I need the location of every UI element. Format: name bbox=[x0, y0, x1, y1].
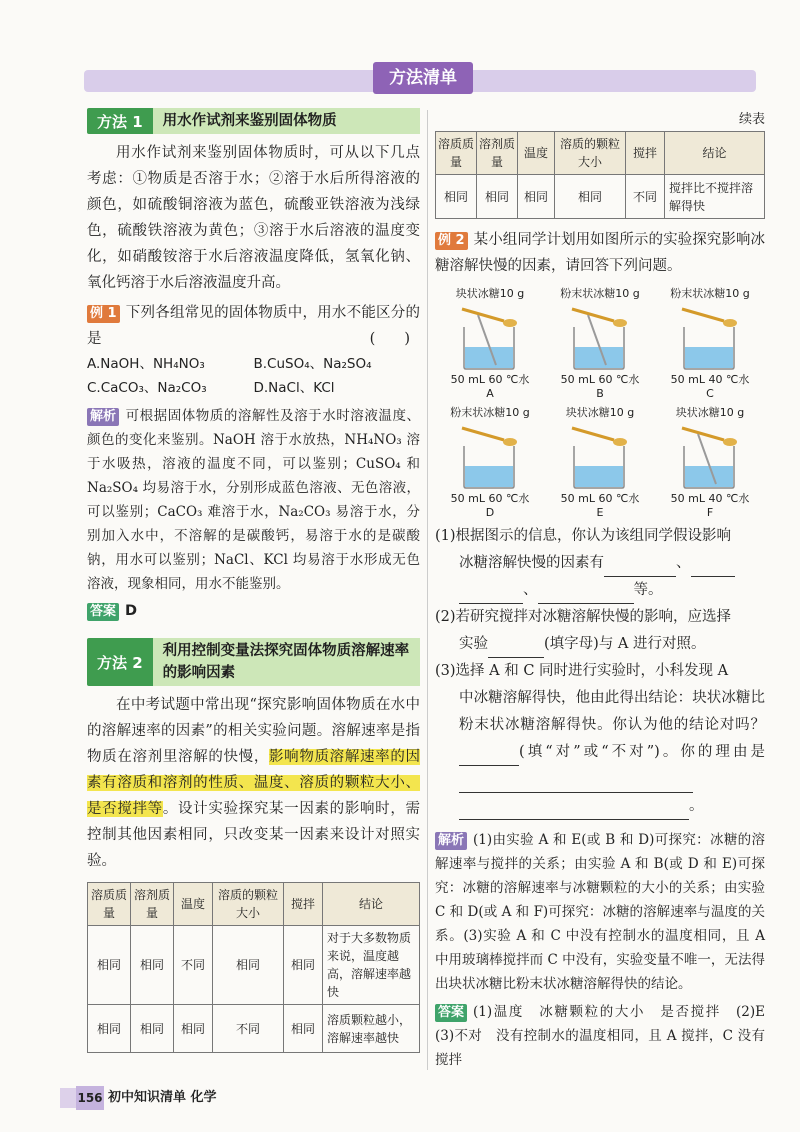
table-cell: 相同 bbox=[131, 1005, 174, 1053]
example-1-tag: 例 1 bbox=[87, 305, 120, 323]
method-1-body: 用水作试剂来鉴别固体物质时，可从以下几点考虑：①物质是否溶于水；②溶于水后所得溶液的颜色，如硫酸铜溶液为蓝色，硫酸亚铁溶液为浅绿色，硫酸铁溶液为黄色；③溶于水后溶液的温度变化，如硝酸铵溶于水后溶液温度降低，氢氧化钠、氧化钙溶于水后溶液温度升高。 bbox=[87, 145, 420, 291]
answer-2-text: (1)温度 冰糖颗粒的大小 是否搅拌 (2)E (3)不对 没有控制水的温度相同，且 A 搅拌，C 没有搅拌 bbox=[435, 1004, 779, 1068]
example-2-questions bbox=[435, 523, 765, 820]
beaker-cell bbox=[545, 404, 655, 519]
beaker-icon bbox=[552, 420, 648, 490]
analysis-1-tag: 解析 bbox=[87, 408, 119, 426]
table-header-row bbox=[88, 883, 420, 926]
th-temperature: 温度 bbox=[518, 132, 555, 175]
sugar-label: 粉末状冰糖10 g bbox=[560, 287, 640, 300]
table-cell: 搅拌比不搅拌溶解得快 bbox=[665, 175, 765, 219]
question-3 bbox=[435, 658, 765, 820]
sugar-label: 粉末状冰糖10 g bbox=[450, 406, 530, 419]
th-stirring: 搅拌 bbox=[284, 883, 323, 926]
water-label: 50 mL 60 ℃水 bbox=[560, 492, 640, 505]
method-2-body-end: 。设计实验探究某一因素的影响时，需控制其他因素相同，只改变某一因素来设计对照实验。 bbox=[87, 801, 421, 869]
th-temperature: 温度 bbox=[174, 883, 213, 926]
method-2-highlight: 影响物质溶解速率的因素有溶质和溶剂的性质、温度、溶质的颗粒大小、是否搅拌等 bbox=[87, 749, 420, 817]
q3-end: 。 bbox=[689, 798, 704, 814]
q3-blank-2[interactable] bbox=[459, 776, 693, 793]
column-divider bbox=[427, 110, 428, 1070]
beaker-cell bbox=[655, 404, 765, 519]
beaker-letter: A bbox=[486, 387, 494, 400]
q3-hint: (填“对”或“不对”)。你的理由是 bbox=[519, 744, 765, 760]
table-cell: 不同 bbox=[174, 926, 213, 1005]
beaker-letter: B bbox=[596, 387, 604, 400]
beaker-cell bbox=[435, 404, 545, 519]
table-cell: 相同 bbox=[213, 926, 284, 1005]
beaker-letter: F bbox=[706, 506, 714, 519]
sugar-label: 块状冰糖10 g bbox=[455, 287, 525, 300]
water-label: 50 mL 40 ℃水 bbox=[670, 492, 750, 505]
table-cell: 相同 bbox=[284, 1005, 323, 1053]
table-cell: 不同 bbox=[213, 1005, 284, 1053]
th-solute-mass: 溶质质量 bbox=[88, 883, 131, 926]
factors-table bbox=[87, 882, 420, 1053]
beaker-cell bbox=[435, 285, 545, 400]
option-a: A.NaOH、NH₄NO₃ bbox=[87, 356, 205, 372]
q1-sep-2: 、 bbox=[523, 582, 538, 598]
q1-blank-2[interactable] bbox=[691, 560, 735, 577]
method-2-title: 利用控制变量法探究固体物质溶解速率的影响因素 bbox=[153, 638, 420, 686]
method-2-heading bbox=[87, 638, 420, 686]
table-cell: 相同 bbox=[518, 175, 555, 219]
th-solvent-mass: 溶剂质量 bbox=[131, 883, 174, 926]
beaker-cell bbox=[545, 285, 655, 400]
page-number: 156 bbox=[76, 1086, 104, 1110]
factors-table-continued bbox=[435, 131, 765, 219]
method-2-body bbox=[87, 692, 420, 874]
th-stirring: 搅拌 bbox=[626, 132, 665, 175]
q3-text: 中冰糖溶解得快，他由此得出结论：块状冰糖比粉末状冰糖溶解得快。你认为他的结论对吗？ bbox=[459, 690, 765, 733]
example-2-intro-text: 某小组同学计划用如图所示的实验探究影响冰糖溶解快慢的因素，请回答下列问题。 bbox=[435, 232, 765, 274]
question-2 bbox=[435, 604, 765, 658]
answer-1-tag: 答案 bbox=[87, 603, 119, 621]
beaker-icon bbox=[442, 301, 538, 371]
th-solute-mass: 溶质质量 bbox=[436, 132, 477, 175]
analysis-2-text: (1)由实验 A 和 E(或 B 和 D)可探究：冰糖的溶解速率与搅拌的关系；由实验 A 和 B(或 D 和 E)可探究：冰糖的溶解速率与冰糖颗粒的大小的关系；由实验 C 和 D(或 A 和 F)可探究：冰糖的溶解速率与温度的关系。(3)实验 A 和 C 中没有控制水的温度相同，且 A 中用玻璃棒搅拌而 C 中没有，实验变量不唯一，无法得出块状冰糖比粉末状冰糖溶解得快的结论。 bbox=[435, 832, 765, 992]
water-label: 50 mL 60 ℃水 bbox=[450, 373, 530, 386]
water-label: 50 mL 60 ℃水 bbox=[560, 373, 640, 386]
example-1 bbox=[87, 300, 420, 624]
q2-blank[interactable] bbox=[488, 641, 544, 658]
table-continued-label: 续表 bbox=[738, 112, 765, 127]
example-2-intro bbox=[435, 227, 765, 279]
method-1-title: 用水作试剂来鉴别固体物质 bbox=[153, 108, 420, 134]
table-row bbox=[436, 175, 765, 219]
method-1-heading bbox=[87, 108, 420, 134]
beaker-icon bbox=[662, 301, 758, 371]
q3-blank-3[interactable] bbox=[459, 803, 689, 820]
beaker-icon bbox=[442, 420, 538, 490]
q1-blank-3[interactable] bbox=[538, 587, 634, 604]
example-2-answer bbox=[435, 1000, 779, 1072]
q2-hint: (填字母)与 A 进行对照。 bbox=[544, 636, 706, 652]
example-2-analysis bbox=[435, 828, 765, 996]
th-solvent-mass: 溶剂质量 bbox=[477, 132, 518, 175]
table-cell: 相同 bbox=[284, 926, 323, 1005]
option-d: D.NaCl、KCl bbox=[253, 380, 335, 396]
beaker-letter: E bbox=[596, 506, 604, 519]
table-cell: 对于大多数物质来说，温度越高，溶解速率越快 bbox=[323, 926, 420, 1005]
th-particle-size: 溶质的颗粒大小 bbox=[555, 132, 626, 175]
q3-line-1: (3)选择 A 和 C 同时进行实验时，小科发现 A bbox=[435, 663, 729, 679]
option-c: C.CaCO₃、Na₂CO₃ bbox=[87, 380, 207, 396]
q2-label: 实验 bbox=[459, 636, 488, 652]
method-2-label: 方法 2 bbox=[87, 638, 153, 686]
water-label: 50 mL 40 ℃水 bbox=[670, 373, 750, 386]
table-row bbox=[88, 926, 420, 1005]
example-1-options bbox=[87, 352, 420, 400]
table-cell: 不同 bbox=[626, 175, 665, 219]
th-particle-size: 溶质的颗粒大小 bbox=[213, 883, 284, 926]
th-conclusion: 结论 bbox=[323, 883, 420, 926]
table-cell: 相同 bbox=[555, 175, 626, 219]
table-cell: 相同 bbox=[88, 926, 131, 1005]
q1-blank-1[interactable] bbox=[604, 560, 676, 577]
beaker-letter: C bbox=[706, 387, 714, 400]
question-1 bbox=[435, 523, 765, 604]
beaker-figure bbox=[435, 285, 765, 519]
th-conclusion: 结论 bbox=[665, 132, 765, 175]
analysis-1-text: 可根据固体物质的溶解性及溶于水时溶液温度、颜色的变化来鉴别。NaOH 溶于水放热，NH₄NO₃ 溶于水吸热，溶液的温度不同，可以鉴别；CuSO₄ 和 Na₂SO₄ 均易溶于水，分别形成蓝色溶液、无色溶液，可以鉴别；CaCO₃ 难溶于水，Na₂CO₃ 易溶于水，分别加入水中，不溶解的是碳酸钙，易溶于水的是碳酸钠，用水可以鉴别；NaCl、KCl 均易溶于水形成无色溶液，现象相同，用水不能鉴别。 bbox=[87, 408, 420, 592]
q1-line-2: 冰糖溶解快慢的因素有 bbox=[459, 555, 604, 571]
table-cell: 相同 bbox=[174, 1005, 213, 1053]
beaker-letter: D bbox=[485, 506, 495, 519]
sugar-label: 粉末状冰糖10 g bbox=[670, 287, 750, 300]
book-title: 初中知识清单 化学 bbox=[108, 1090, 217, 1105]
table-row bbox=[88, 1005, 420, 1053]
water-label: 50 mL 60 ℃水 bbox=[450, 492, 530, 505]
example-2-tag: 例 2 bbox=[435, 232, 468, 250]
table-header-row bbox=[436, 132, 765, 175]
footer-band bbox=[60, 1088, 76, 1108]
sugar-label: 块状冰糖10 g bbox=[565, 406, 635, 419]
method-2-body-start: 在中考试题中常出现“探究影响固体物质在水中的溶解速率的因素”的相关实验问题。溶解速率是指物质在溶剂里溶解的快慢， bbox=[87, 697, 420, 765]
beaker-icon bbox=[552, 301, 648, 371]
answer-paren: ( ) bbox=[369, 331, 410, 347]
table-cell: 相同 bbox=[88, 1005, 131, 1053]
q1-sep-1: 、 bbox=[676, 555, 691, 571]
table-cell: 相同 bbox=[477, 175, 518, 219]
q1-end: 等。 bbox=[633, 582, 663, 598]
q1-blank-2-cont[interactable] bbox=[459, 587, 523, 604]
analysis-2-tag: 解析 bbox=[435, 832, 467, 850]
table-cell: 相同 bbox=[436, 175, 477, 219]
option-b: B.CuSO₄、Na₂SO₄ bbox=[253, 356, 372, 372]
table-cell: 溶质颗粒越小，溶解速率越快 bbox=[323, 1005, 420, 1053]
left-column bbox=[87, 108, 420, 1053]
table-cell: 相同 bbox=[131, 926, 174, 1005]
q2-line-1: (2)若研究搅拌对冰糖溶解快慢的影响，应选择 bbox=[435, 609, 732, 625]
right-column bbox=[435, 108, 779, 1072]
answer-1-text: D bbox=[125, 603, 138, 619]
beaker-icon bbox=[662, 420, 758, 490]
method-1-label: 方法 1 bbox=[87, 108, 153, 134]
sugar-label: 块状冰糖10 g bbox=[675, 406, 745, 419]
beaker-cell bbox=[655, 285, 765, 400]
answer-2-tag: 答案 bbox=[435, 1004, 467, 1022]
q3-blank-1[interactable] bbox=[459, 749, 519, 766]
example-1-question: 下列各组常见的固体物质中，用水不能区分的是 bbox=[87, 305, 420, 347]
q1-line-1: (1)根据图示的信息，你认为该组同学假设影响 bbox=[435, 528, 732, 544]
section-title: 方法清单 bbox=[373, 62, 473, 94]
